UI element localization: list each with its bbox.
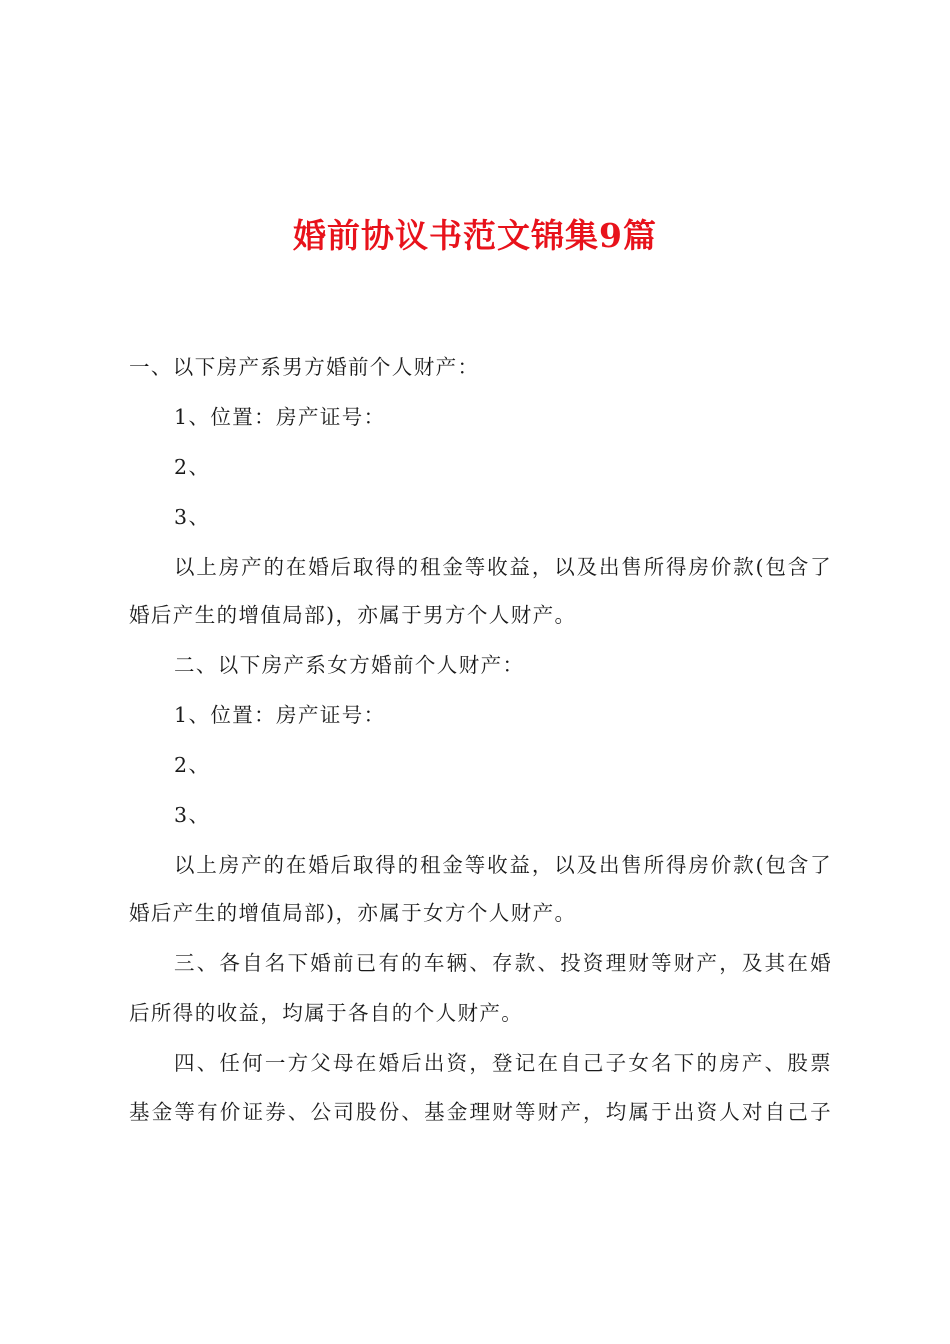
paragraph-line: 1、位置：房产证号：	[174, 405, 386, 429]
document-title: 婚前协议书范文锦集9篇	[293, 216, 657, 255]
paragraph-line: 四、任何一方父母在婚后出资，登记在自己子女名下的房产、股票	[174, 1051, 832, 1075]
paragraph-line: 以上房产的在婚后取得的租金等收益，以及出售所得房价款(包含了	[174, 853, 832, 877]
paragraph-line: 一、以下房产系男方婚前个人财产：	[129, 355, 480, 379]
paragraph-line: 2、	[174, 753, 211, 777]
paragraph-line: 3、	[174, 505, 211, 529]
paragraph-line: 三、各自名下婚前已有的车辆、存款、投资理财等财产，及其在婚	[174, 951, 832, 975]
paragraph-line: 3、	[174, 803, 211, 827]
paragraph-line: 2、	[174, 455, 211, 479]
paragraph-line: 1、位置：房产证号：	[174, 703, 386, 727]
paragraph-line: 二、以下房产系女方婚前个人财产：	[174, 653, 525, 677]
paragraph-line: 婚后产生的增值局部)，亦属于女方个人财产。	[129, 901, 577, 925]
paragraph-line: 后所得的收益，均属于各自的个人财产。	[129, 1001, 524, 1025]
paragraph-line: 以上房产的在婚后取得的租金等收益，以及出售所得房价款(包含了	[174, 555, 832, 579]
paragraph-line: 基金等有价证券、公司股份、基金理财等财产，均属于出资人对自己子	[129, 1100, 832, 1124]
paragraph-line: 婚后产生的增值局部)，亦属于男方个人财产。	[129, 603, 577, 627]
